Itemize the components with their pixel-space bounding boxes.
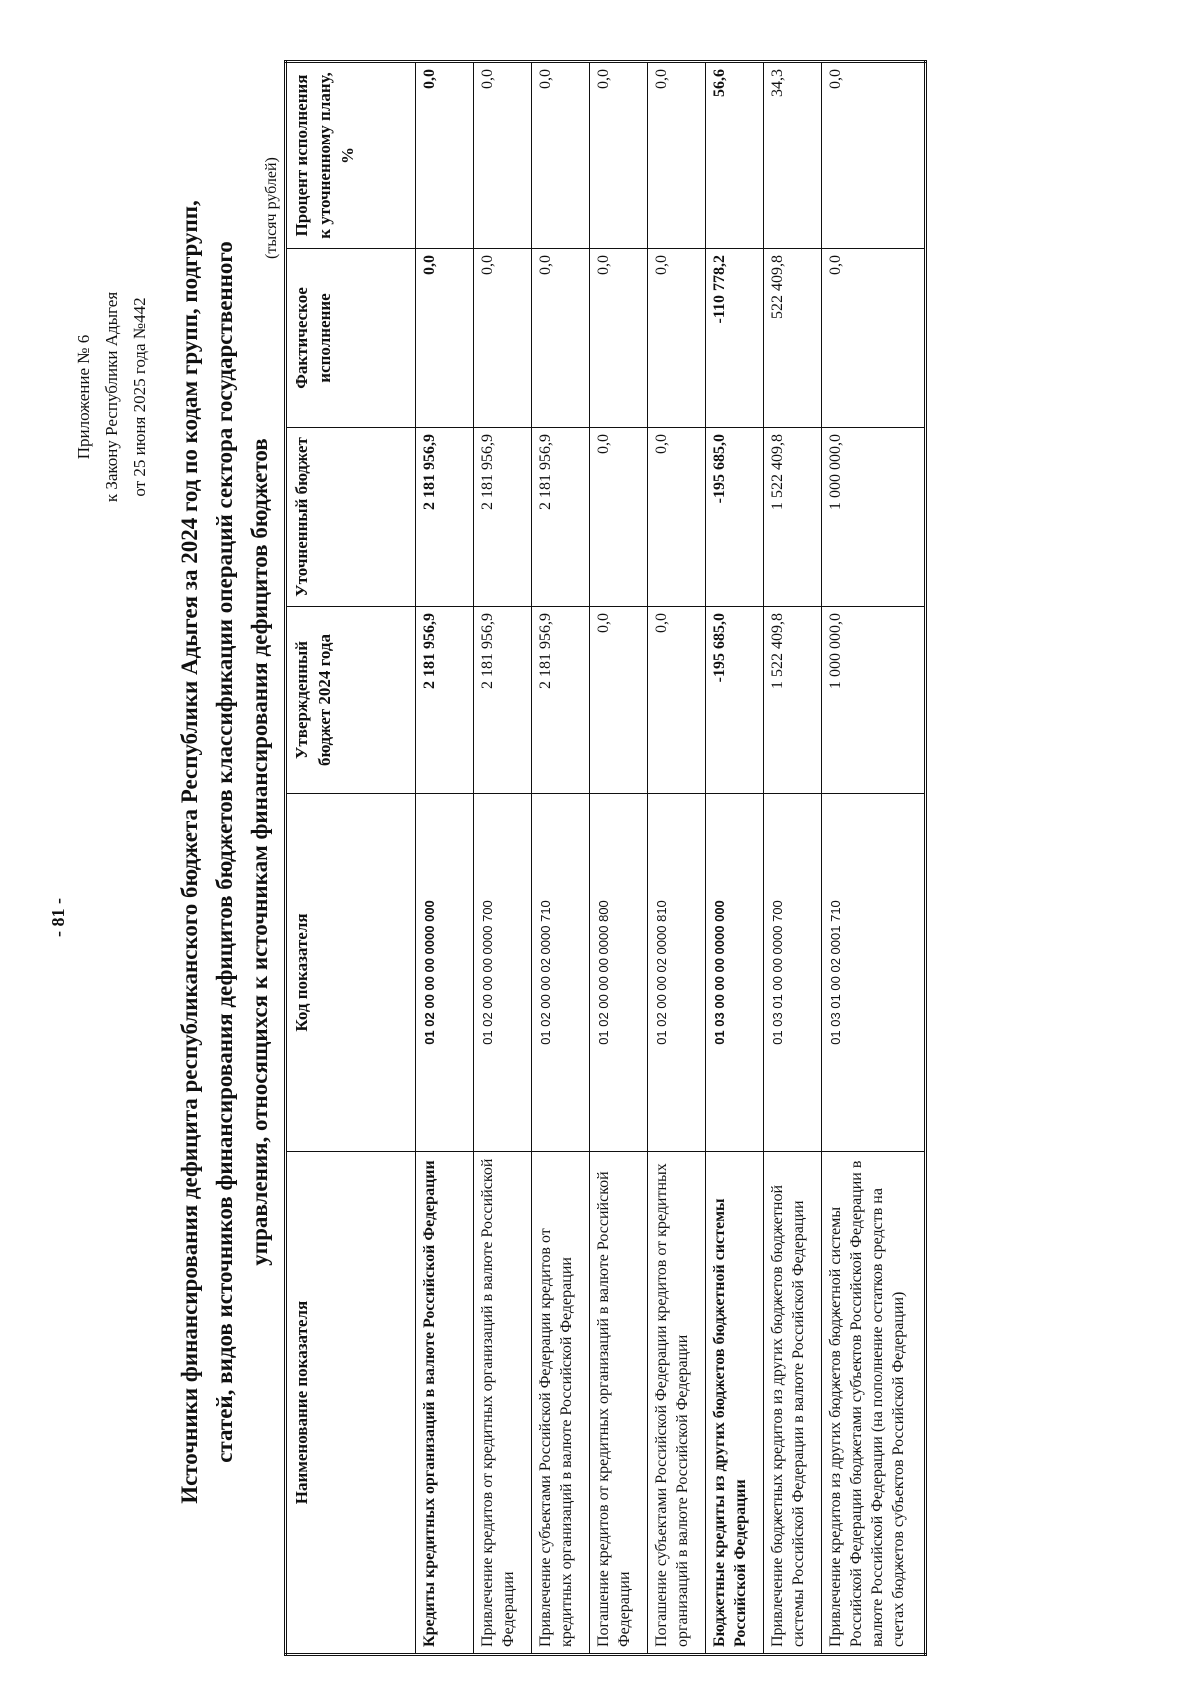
row-name: Бюджетные кредиты из других бюджетов бюджетной системы Российской Федерации bbox=[706, 1152, 764, 1655]
row-percent: 0,0 bbox=[474, 62, 532, 249]
row-revised: 2 181 956,9 bbox=[474, 428, 532, 607]
row-name: Привлечение бюджетных кредитов из других бюджетов бюджетной системы Российской Федерации в валюте Российской Федерации bbox=[764, 1152, 822, 1655]
sources-table bbox=[284, 60, 927, 1656]
table-row bbox=[822, 62, 926, 1655]
row-revised: 0,0 bbox=[648, 428, 706, 607]
row-code: 01 02 00 00 00 0000 000 bbox=[416, 794, 474, 1152]
row-code: 01 02 00 00 00 0000 800 bbox=[590, 794, 648, 1152]
row-approved: 0,0 bbox=[648, 607, 706, 794]
row-percent: 0,0 bbox=[648, 62, 706, 249]
row-percent: 0,0 bbox=[532, 62, 590, 249]
title-line-2: статей, видов источников финансирования дефицитов бюджетов классификации операций сектора государственного bbox=[212, 241, 237, 1463]
row-actual: -110 778,2 bbox=[706, 249, 764, 428]
row-name: Кредиты кредитных организаций в валюте Российской Федерации bbox=[416, 1152, 474, 1655]
row-code: 01 03 00 00 00 0000 000 bbox=[706, 794, 764, 1152]
row-revised: 1 000 000,0 bbox=[822, 428, 926, 607]
row-code: 01 02 00 00 02 0000 810 bbox=[648, 794, 706, 1152]
row-percent: 34,3 bbox=[764, 62, 822, 249]
header-actual: Фактическое исполнение bbox=[286, 249, 416, 428]
row-code: 01 02 00 00 02 0000 710 bbox=[532, 794, 590, 1152]
page-number: - 81 - bbox=[48, 898, 68, 937]
table-header-row bbox=[286, 62, 416, 1655]
table-row bbox=[764, 62, 822, 1655]
row-actual: 0,0 bbox=[416, 249, 474, 428]
row-percent: 0,0 bbox=[590, 62, 648, 249]
row-code: 01 03 01 00 02 0001 710 bbox=[822, 794, 926, 1152]
row-revised: 2 181 956,9 bbox=[532, 428, 590, 607]
row-code: 01 03 01 00 00 0000 700 bbox=[764, 794, 822, 1152]
row-revised: 1 522 409,8 bbox=[764, 428, 822, 607]
header-code: Код показателя bbox=[286, 794, 416, 1152]
appendix-line-2: к Закону Республики Адыгея bbox=[102, 291, 121, 503]
row-revised: 0,0 bbox=[590, 428, 648, 607]
table-row bbox=[416, 62, 474, 1655]
appendix-line-3: от 25 июня 2025 года №442 bbox=[130, 297, 149, 497]
table-row bbox=[474, 62, 532, 1655]
row-revised: -195 685,0 bbox=[706, 428, 764, 607]
table-row bbox=[648, 62, 706, 1655]
table-row bbox=[532, 62, 590, 1655]
row-percent: 56,6 bbox=[706, 62, 764, 249]
unit-label: (тысяч рублей) bbox=[263, 157, 280, 259]
title-line-1: Источники финансирования дефицита республиканского бюджета Республики Адыгея за 2024 год по кодам групп, подгрупп, bbox=[177, 200, 202, 1504]
row-actual: 0,0 bbox=[648, 249, 706, 428]
header-percent: Процент исполнения к уточненному плану, % bbox=[286, 62, 416, 249]
row-actual: 0,0 bbox=[474, 249, 532, 428]
row-actual: 0,0 bbox=[532, 249, 590, 428]
row-code: 01 02 00 00 00 0000 700 bbox=[474, 794, 532, 1152]
row-name: Привлечение кредитов от кредитных организаций в валюте Российской Федерации bbox=[474, 1152, 532, 1655]
row-percent: 0,0 bbox=[822, 62, 926, 249]
row-approved: -195 685,0 bbox=[706, 607, 764, 794]
row-actual: 0,0 bbox=[590, 249, 648, 428]
document-title bbox=[172, 157, 277, 1547]
row-approved: 2 181 956,9 bbox=[532, 607, 590, 794]
row-approved: 1 522 409,8 bbox=[764, 607, 822, 794]
row-percent: 0,0 bbox=[416, 62, 474, 249]
appendix-line-1: Приложение № 6 bbox=[74, 334, 93, 460]
header-revised: Уточненный бюджет bbox=[286, 428, 416, 607]
table-row bbox=[706, 62, 764, 1655]
row-name: Погашение кредитов от кредитных организаций в валюте Российской Федерации bbox=[590, 1152, 648, 1655]
row-actual: 0,0 bbox=[822, 249, 926, 428]
title-line-3: управления, относящихся к источникам финансирования дефицитов бюджетов bbox=[247, 438, 272, 1266]
header-approved: Утвержденный бюджет 2024 года bbox=[286, 607, 416, 794]
row-name: Привлечение субъектами Российской Федерации кредитов от кредитных организаций в валюте Российской Федерации bbox=[532, 1152, 590, 1655]
row-name: Погашение субъектами Российской Федерации кредитов от кредитных организаций в валюте Российской Федерации bbox=[648, 1152, 706, 1655]
header-name: Наименование показателя bbox=[286, 1152, 416, 1655]
table-row bbox=[590, 62, 648, 1655]
row-actual: 522 409,8 bbox=[764, 249, 822, 428]
row-approved: 1 000 000,0 bbox=[822, 607, 926, 794]
row-approved: 0,0 bbox=[590, 607, 648, 794]
appendix-block bbox=[70, 247, 154, 547]
row-approved: 2 181 956,9 bbox=[416, 607, 474, 794]
row-approved: 2 181 956,9 bbox=[474, 607, 532, 794]
row-revised: 2 181 956,9 bbox=[416, 428, 474, 607]
row-name: Привлечение кредитов из других бюджетов бюджетной системы Российской Федерации бюджетами субъектов Российской Федерации в валюте Российской Федерации (на пополнение остатков средств на счетах бюджетов субъектов Российской Федерации) bbox=[822, 1152, 926, 1655]
